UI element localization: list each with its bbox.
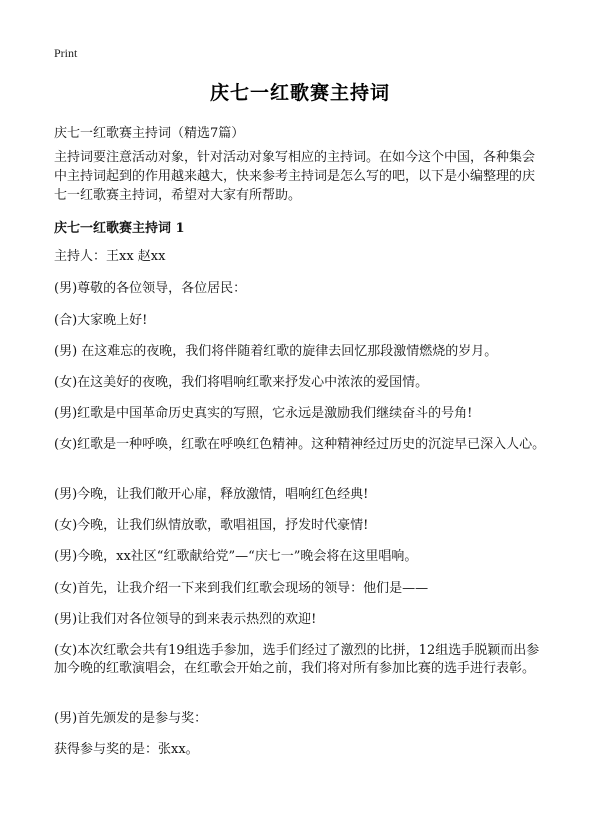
document-subtitle: 庆七一红歌赛主持词（精选7篇） [54,126,245,141]
script-line: (男)红歌是中国革命历史真实的写照，它永远是激励我们继续奋斗的号角! [54,406,473,421]
script-line: (女)本次红歌会共有19组选手参加，选手们经过了激烈的比拼，12组选手脱颖而出参加今晚的红歌演唱会，在红歌会开始之前，我们将对所有参加比赛的选手进行表彰。 [54,643,540,676]
script-line: (男) 在这难忘的夜晚，我们将伴随着红歌的旋律去回忆那段激情燃烧的岁月。 [54,344,498,359]
script-line: (男)今晚，让我们敞开心扉，释放激情，唱响红色经典! [54,487,369,502]
script-line: (男)首先颁发的是参与奖： [54,711,208,726]
script-line: (女)今晚，让我们纵情放歌，歌唱祖国，抒发时代豪情! [54,518,369,533]
script-line: (合)大家晚上好! [54,313,148,328]
script-line: (男)尊敬的各位领导，各位居民： [54,281,247,296]
intro-paragraph: 主持词要注意活动对象，针对活动对象写相应的主持词。在如今这个中国，各种集会中主持词起到的作用越来越大，快来参考主持词是怎么写的吧，以下是小编整理的庆七一红歌赛主持词，希望对大家有所帮助。 [54,150,536,203]
script-line: (女)在这美好的夜晚，我们将唱响红歌来抒发心中浓浓的爱国情。 [54,375,429,390]
script-line: 获得参与奖的是：张xx。 [54,742,199,757]
script-line: (女)红歌是一种呼唤，红歌在呼唤红色精神。这种精神经过历史的沉淀早已深入人心。 [54,437,546,452]
script-line-hosts: 主持人：王xx 赵xx [54,249,166,264]
script-line: (男)今晚，xx社区“红歌献给党”—“庆七一”晚会将在这里唱响。 [54,549,418,564]
document-title: 庆七一红歌赛主持词 [209,82,390,104]
section-heading: 庆七一红歌赛主持词 1 [54,221,185,236]
script-line: (女)首先，让我介绍一下来到我们红歌会现场的领导：他们是—— [54,581,429,596]
script-line: (男)让我们对各位领导的到来表示热烈的欢迎! [54,612,317,627]
print-link[interactable]: Print [54,46,78,60]
